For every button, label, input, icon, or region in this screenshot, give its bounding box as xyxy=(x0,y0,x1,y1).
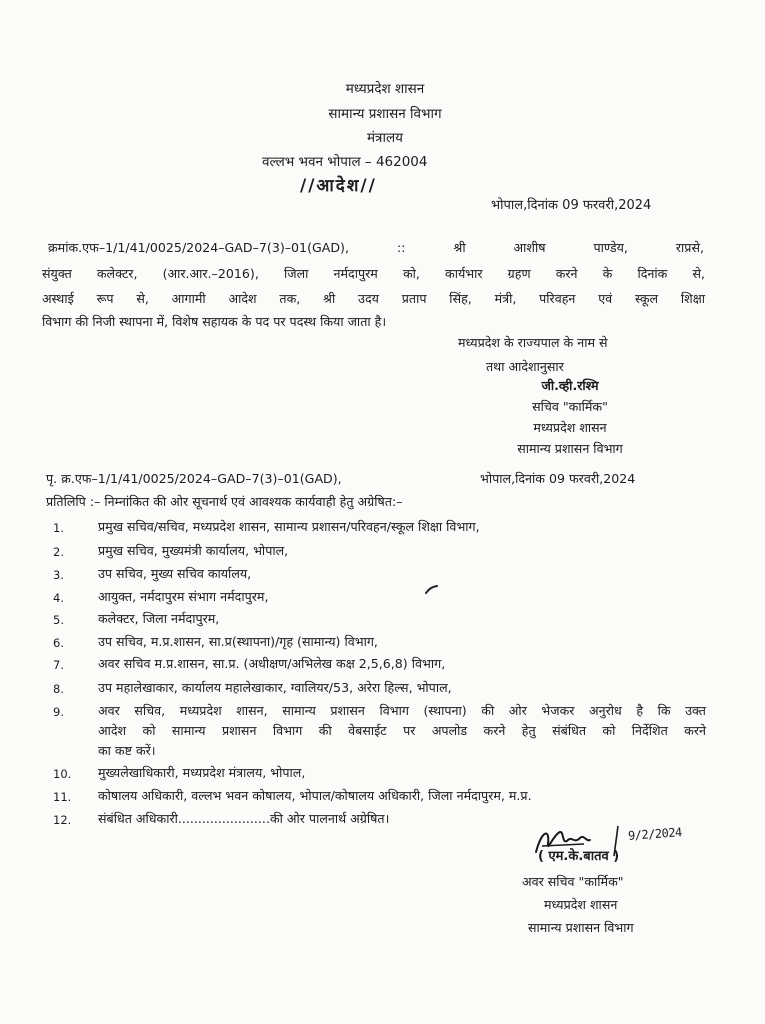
list-item: प्रमुख सचिव/सचिव, मध्यप्रदेश शासन, सामान्य प्रशासन/परिवहन/स्कूल शिक्षा विभाग, xyxy=(98,519,480,534)
signatory-name: जी.व्ही.रश्मि xyxy=(541,378,599,393)
list-item: उप महालेखाकार, कार्यालय महालेखाकार, ग्वालियर/53, अरेरा हिल्स, भोपाल, xyxy=(98,680,452,695)
list-number: 11. xyxy=(53,790,72,804)
list-number: 8. xyxy=(53,682,64,696)
list-item: आयुक्त, नर्मदापुरम संभाग नर्मदापुरम, xyxy=(98,589,269,604)
signatory-office: मध्यप्रदेश शासन xyxy=(533,420,607,435)
governor-name-line: मध्यप्रदेश के राज्यपाल के नाम से xyxy=(458,335,608,350)
list-item: मुख्यलेखाधिकारी, मध्यप्रदेश मंत्रालय, भोपाल, xyxy=(98,765,306,780)
header-state: मध्यप्रदेश शासन xyxy=(345,81,425,97)
list-item: प्रमुख सचिव, मुख्यमंत्री कार्यालय, भोपाल, xyxy=(98,543,289,558)
signatory2-office: मध्यप्रदेश शासन xyxy=(544,897,618,912)
order-body-line: संयुक्त कलेक्टर, (आर.आर.–2016), जिला नर्मदापुरम को, कार्यभार ग्रहण करने के दिनांक से, xyxy=(42,266,705,281)
list-item: अवर सचिव म.प्र.शासन, सा.प्र. (अधीक्षण/अभिलेख कक्ष 2,5,6,8) विभाग, xyxy=(98,656,446,671)
list-item: उप सचिव, म.प्र.शासन, सा.प्र(स्थापना)/गृह (सामान्य) विभाग, xyxy=(98,634,378,649)
list-number: 1. xyxy=(53,521,64,535)
order-body-line: विभाग की निजी स्थापना में, विशेष सहायक के पद पर पदस्थ किया जाता है। xyxy=(42,314,387,329)
list-item: अवर सचिव, मध्यप्रदेश शासन, सामान्य प्रशासन विभाग (स्थापना) की ओर भेजकर अनुरोध है कि उक्त xyxy=(98,703,706,718)
list-number: 3. xyxy=(53,568,64,582)
list-number: 12. xyxy=(53,813,72,827)
signatory2-designation: अवर सचिव "कार्मिक" xyxy=(522,874,624,889)
endorsement-date: भोपाल,दिनांक 09 फरवरी,2024 xyxy=(480,471,636,486)
list-item: का कष्ट करें। xyxy=(98,743,156,758)
list-item: कोषालय अधिकारी, वल्लभ भवन कोषालय, भोपाल/कोषालय अधिकारी, जिला नर्मदापुरम, म.प्र. xyxy=(98,788,532,803)
signatory2-department: सामान्य प्रशासन विभाग xyxy=(528,920,634,935)
header-department: सामान्य प्रशासन विभाग xyxy=(328,106,442,122)
list-item: उप सचिव, मुख्य सचिव कार्यालय, xyxy=(98,566,252,581)
order-body-line: अस्थाई रूप से, आगामी आदेश तक, श्री उदय प्रताप सिंह, मंत्री, परिवहन एवं स्कूल शिक्षा xyxy=(42,291,705,306)
list-number: 9. xyxy=(53,705,64,719)
signatory-designation: सचिव "कार्मिक" xyxy=(532,399,608,414)
order-dateline: भोपाल,दिनांक 09 फरवरी,2024 xyxy=(491,198,652,213)
list-number: 4. xyxy=(53,591,64,605)
list-item: संबंधित अधिकारी.......................की ओर पालनार्थ अग्रेषित। xyxy=(98,811,390,826)
endorsement-ref: पृ. क्र.एफ–1/1/41/0025/2024–GAD–7(3)–01(GAD), xyxy=(46,471,342,486)
governor-order-line: तथा आदेशानुसार xyxy=(486,359,564,374)
list-number: 5. xyxy=(53,613,64,627)
list-item: आदेश को सामान्य प्रशासन विभाग की वेबसाईट पर अपलोड करने हेतु संबंधित को निर्देशित करने xyxy=(98,723,706,738)
list-number: 7. xyxy=(53,658,64,672)
handwritten-date: 9/2/2024 xyxy=(627,825,683,843)
header-ministry: मंत्रालय xyxy=(366,130,403,146)
header-address: वल्लभ भवन भोपाल – 462004 xyxy=(262,154,428,170)
signatory-department: सामान्य प्रशासन विभाग xyxy=(517,441,623,456)
list-number: 2. xyxy=(53,545,64,559)
order-title: //आदेश// xyxy=(300,176,377,196)
copy-intro: प्रतिलिपि :– निम्नांकित की ओर सूचनार्थ एवं आवश्यक कार्यवाही हेतु अग्रेषित:– xyxy=(46,494,403,509)
list-number: 6. xyxy=(53,636,64,650)
list-item: कलेक्टर, जिला नर्मदापुरम, xyxy=(98,611,220,626)
order-body-line: क्रमांक.एफ–1/1/41/0025/2024–GAD–7(3)–01(GAD), :: श्री आशीष पाण्डेय, राप्रसे, xyxy=(48,240,704,255)
signatory2-name: ( एम.के.बातव ) xyxy=(538,849,620,864)
list-number: 10. xyxy=(53,767,72,781)
pen-mark xyxy=(424,585,440,595)
